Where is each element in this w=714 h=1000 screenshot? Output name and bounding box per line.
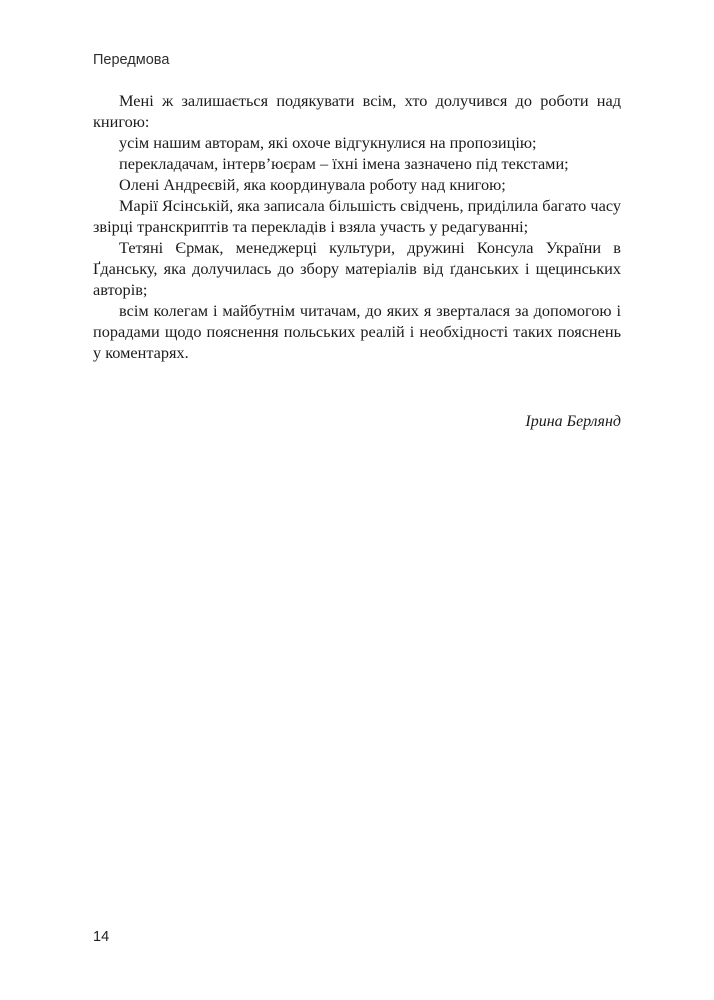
paragraph: усім нашим авторам, які охоче відгукнулися на пропозицію; (119, 133, 537, 152)
running-header: Передмова (93, 52, 170, 68)
paragraph: перекладачам, інтерв’юєрам – їхні імена зазначено під текстами; (119, 154, 569, 173)
paragraph: Тетяні Єрмак, менеджерці культури, дружині Консула України в Ґданську, яка долучилась до збору матеріалів від ґданських і щецинських авторів; (93, 238, 621, 299)
paragraph: Олені Андреєвій, яка координувала роботу над книгою; (119, 175, 506, 194)
paragraph: Мені ж залишається подякувати всім, хто долучився до роботи над книгою: (93, 91, 621, 131)
paragraph: Марії Ясінській, яка записала більшість свідчень, приділила багато часу звірці транскриптів та перекладів і взяла участь у редагуванні; (93, 196, 621, 236)
author-signature: Ірина Берлянд (525, 413, 621, 430)
preface-text-block (93, 90, 621, 432)
paragraph: всім колегам і майбутнім читачам, до яких я зверталася за допомогою і порадами щодо пояснення польських реалій і необхідності таких пояснень у коментарях. (93, 301, 621, 362)
page-number: 14 (93, 929, 110, 945)
